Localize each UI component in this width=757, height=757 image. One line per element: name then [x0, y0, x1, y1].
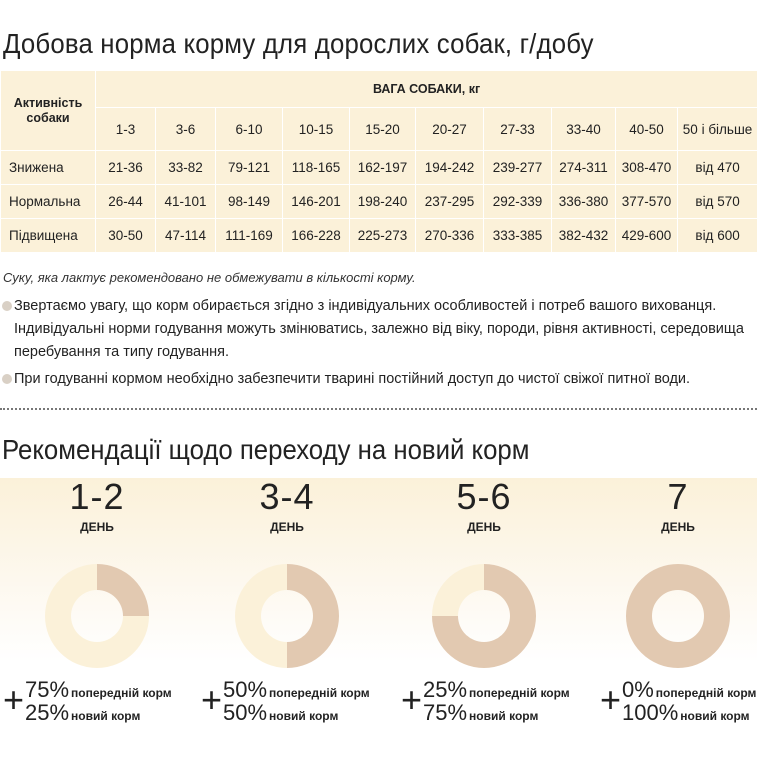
new-label: новий корм	[469, 709, 539, 723]
bullet-item	[2, 368, 757, 391]
page-title: Добова норма корму для дорослих собак, г/добу	[3, 28, 594, 59]
lactation-note: Суку, яка лактує рекомендовано не обмежувати в кількості корму.	[3, 270, 416, 285]
table-cell: 333-385	[484, 219, 552, 253]
day-label: ДЕНЬ	[270, 520, 304, 534]
table-cell: 79-121	[216, 151, 283, 185]
weight-range: 27-33	[484, 108, 552, 151]
table-cell: 225-273	[350, 219, 416, 253]
weight-range: 50 і більше	[678, 108, 757, 151]
table-row	[1, 151, 757, 185]
prev-pct: 25%	[423, 677, 468, 702]
bullet-item	[2, 295, 754, 364]
table-cell: від 570	[678, 185, 757, 219]
bullet-dot-icon	[2, 374, 12, 384]
donut-chart	[235, 564, 339, 668]
row-label: Підвищена	[1, 219, 96, 253]
activity-header: Активність собаки	[1, 71, 96, 151]
weight-range: 3-6	[156, 108, 216, 151]
stage-day-5-6	[399, 478, 569, 668]
prev-label: попередній корм	[71, 686, 172, 700]
bullet-text: При годуванні кормом необхідно забезпечити тварині постійний доступ до чистої свіжої питної води.	[14, 371, 691, 387]
table-cell: 336-380	[552, 185, 616, 219]
plus-icon: +	[401, 679, 423, 720]
table-cell: від 600	[678, 219, 757, 253]
weight-range: 10-15	[283, 108, 350, 151]
row-label: Нормальна	[1, 185, 96, 219]
weight-range: 33-40	[552, 108, 616, 151]
table-cell: 429-600	[616, 219, 678, 253]
table-cell: 111-169	[216, 219, 283, 253]
table-cell: 270-336	[416, 219, 484, 253]
stage-days: 5-6	[456, 476, 512, 517]
plus-icon: +	[600, 679, 622, 720]
table-cell: 292-339	[484, 185, 552, 219]
day-label: ДЕНЬ	[80, 520, 114, 534]
table-cell: 26-44	[96, 185, 156, 219]
donut-chart	[626, 564, 730, 668]
prev-pct: 75%	[25, 677, 70, 702]
dotted-divider	[0, 408, 757, 410]
stage-day-1-2	[12, 478, 182, 668]
stage-days: 7	[667, 476, 689, 517]
table-cell: 21-36	[96, 151, 156, 185]
weight-range: 20-27	[416, 108, 484, 151]
table-cell: 162-197	[350, 151, 416, 185]
donut-chart	[432, 564, 536, 668]
table-cell: 166-228	[283, 219, 350, 253]
prev-pct: 50%	[223, 677, 268, 702]
table-cell: від 470	[678, 151, 757, 185]
table-cell: 98-149	[216, 185, 283, 219]
feeding-norms-table	[0, 70, 757, 253]
new-food-segment	[639, 577, 717, 655]
table-cell: 30-50	[96, 219, 156, 253]
weight-range: 15-20	[350, 108, 416, 151]
plus-icon: +	[201, 679, 223, 720]
new-pct: 25%	[25, 700, 70, 725]
new-food-segment	[287, 564, 339, 668]
table-cell: 239-277	[484, 151, 552, 185]
stage-day-7	[593, 478, 757, 668]
table-cell: 198-240	[350, 185, 416, 219]
table-cell: 118-165	[283, 151, 350, 185]
table-cell: 41-101	[156, 185, 216, 219]
table-cell: 194-242	[416, 151, 484, 185]
bullet-text: Звертаємо увагу, що корм обирається згідно з індивідуальних особливостей і потреб вашого вихованця. Індивідуальні норми годування можуть змінюватись, залежно від віку, породи, рівня активності, середовища перебування та типу годування.	[14, 298, 744, 360]
plus-icon: +	[3, 679, 25, 720]
new-label: новий корм	[680, 709, 750, 723]
weight-range: 1-3	[96, 108, 156, 151]
donut-chart	[45, 564, 149, 668]
table-row	[1, 185, 757, 219]
weight-range: 40-50	[616, 108, 678, 151]
new-pct: 100%	[622, 700, 679, 725]
weight-header: ВАГА СОБАКИ, кг	[96, 71, 757, 108]
row-label: Знижена	[1, 151, 96, 185]
new-food-segment	[97, 564, 149, 616]
stage-days: 1-2	[69, 476, 125, 517]
weight-range: 6-10	[216, 108, 283, 151]
stage-day-3-4	[202, 478, 372, 668]
table-cell: 308-470	[616, 151, 678, 185]
new-pct: 75%	[423, 700, 468, 725]
table-cell: 237-295	[416, 185, 484, 219]
prev-label: попередній корм	[655, 686, 757, 700]
transition-title: Рекомендації щодо переходу на новий корм	[2, 434, 530, 465]
day-label: ДЕНЬ	[661, 520, 695, 534]
prev-pct: 0%	[622, 677, 654, 702]
table-cell: 146-201	[283, 185, 350, 219]
table-cell: 33-82	[156, 151, 216, 185]
table-cell: 47-114	[156, 219, 216, 253]
table-row	[1, 219, 757, 253]
prev-food-segment	[235, 564, 287, 668]
new-pct: 50%	[223, 700, 268, 725]
stage-days: 3-4	[259, 476, 315, 517]
prev-food-segment	[432, 564, 484, 616]
new-label: новий корм	[71, 709, 141, 723]
prev-label: попередній корм	[269, 686, 370, 700]
prev-label: попередній корм	[469, 686, 570, 700]
table-cell: 382-432	[552, 219, 616, 253]
bullet-dot-icon	[2, 301, 12, 311]
table-cell: 274-311	[552, 151, 616, 185]
new-label: новий корм	[269, 709, 339, 723]
day-label: ДЕНЬ	[467, 520, 501, 534]
table-cell: 377-570	[616, 185, 678, 219]
